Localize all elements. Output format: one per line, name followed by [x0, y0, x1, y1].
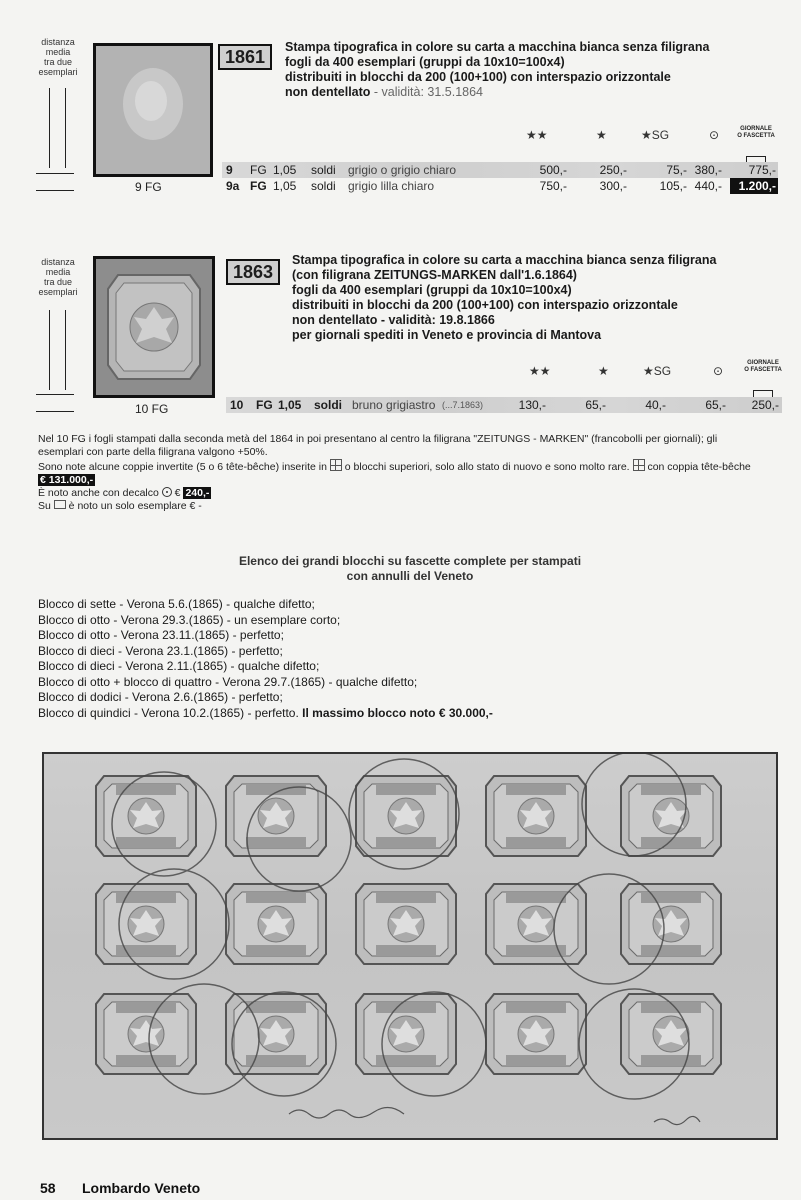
- stamp-image-1863: [93, 256, 215, 398]
- year-badge-1863: 1863: [226, 259, 280, 285]
- stamp-caption-1863: 10 FG: [135, 402, 169, 416]
- price-badge: 240,-: [185, 487, 210, 499]
- year-badge-1861: 1861: [218, 44, 272, 70]
- legend-mint: ★★: [529, 364, 551, 378]
- legend-no-gum: ★SG: [643, 364, 672, 378]
- blocks-title: Elenco dei grandi blocchi su fascette complete per stampati con annulli del Veneto: [238, 554, 582, 583]
- stamp-block-photo: [42, 752, 778, 1140]
- block-of-four-icon: [330, 459, 342, 471]
- page-number: 58: [40, 1180, 56, 1196]
- table-row: 10 FG 1,05 soldi bruno grigiastro (...7.1863) 130,- 65,- 40,- 65,- 250,-: [226, 397, 782, 413]
- legend-giornale: GIORNALE O FASCETTA: [744, 346, 782, 408]
- description-1861: Stampa tipografica in colore su carta a macchina bianca senza filigrana fogli da 400 esemplari (gruppi da 10x10=100x4) distribuiti in blocchi da 200 (100+100) con interspazio orizzontale non dentellato - validità: 31.5.1864: [285, 40, 710, 99]
- list-item: Blocco di quindici - Verona 10.2.(1865) - perfetto. Il massimo blocco noto € 30.000,-: [38, 705, 493, 720]
- legend-hinged: ★: [598, 364, 609, 378]
- list-item: Blocco di sette - Verona 5.6.(1865) - qualche difetto;: [38, 597, 315, 611]
- stamp-eagle-icon: [96, 259, 212, 395]
- stamp-portrait-icon: [96, 46, 210, 174]
- gap-baseline: [36, 173, 74, 174]
- gap-indicator-1861: [33, 88, 83, 168]
- side-note-1863: distanza media tra due esemplari: [38, 257, 78, 297]
- list-item: Blocco di dodici - Verona 2.6.(1865) - perfetto;: [38, 690, 283, 704]
- gap-baseline: [36, 411, 74, 412]
- table-row: 9a FG 1,05 soldi grigio lilla chiaro 750,- 300,- 105,- 440,- 1.200,-: [226, 179, 776, 193]
- gap-baseline: [36, 394, 74, 395]
- legend-used-icon: ⊙: [713, 364, 724, 378]
- used-stamp-icon: [162, 487, 172, 497]
- envelope-icon: [54, 500, 66, 509]
- description-1863: Stampa tipografica in colore su carta a macchina bianca senza filigrana (con filigrana ZEITUNGS-MARKEN dall'1.6.1864) fogli da 400 esemplari (gruppi da 10x10=100x4) distribuiti in blocchi da 200 (100+100) con interspazio orizzontale non dentellato - validità: 19.8.1866 per giornali spediti in Veneto e provincia di Mantova: [292, 253, 717, 342]
- legend-hinged: ★: [596, 128, 607, 142]
- stamp-caption-1861: 9 FG: [135, 180, 162, 194]
- table-row: 9 FG 1,05 soldi grigio o grigio chiaro 500,- 250,- 75,- 380,- 775,-: [222, 162, 778, 178]
- gap-indicator-1863: [33, 310, 83, 390]
- price-badge: € 131.000,-: [40, 474, 94, 486]
- list-item: Blocco di dieci - Verona 2.11.(1865) - qualche difetto;: [38, 659, 320, 673]
- list-item: Blocco di otto - Verona 23.11.(1865) - perfetto;: [38, 628, 284, 642]
- list-item: Blocco di dieci - Verona 23.1.(1865) - perfetto;: [38, 643, 283, 658]
- gap-baseline: [36, 190, 74, 191]
- blocks-list: [38, 597, 493, 721]
- stamp-block-image: [44, 754, 776, 1138]
- highlight-price: 1.200,-: [730, 178, 778, 194]
- block-of-four-icon: [633, 459, 645, 471]
- legend-mint: ★★: [526, 128, 548, 142]
- list-item: Blocco di otto - Verona 29.3.(1865) - un esemplare corto;: [38, 612, 341, 627]
- legend-no-gum: ★SG: [641, 128, 670, 142]
- stamp-image-1861: [93, 43, 213, 177]
- page-section-title: Lombardo Veneto: [82, 1180, 201, 1196]
- list-item: Blocco di otto + blocco di quattro - Verona 29.7.(1865) - qualche difetto;: [38, 674, 418, 689]
- notes-paragraph: Nel 10 FG i fogli stampati dalla seconda metà del 1864 in poi presentano al centro la filigrana "ZEITUNGS - MARKEN" (francobolli per giornali); gli esemplari con parte della filigrana valgono +50%. Sono note alcune coppie invertite (5 o 6 tête-bêche) inserite in o blocchi superiori, solo allo stato di nuovo e sono molto rare. con coppia tête-bêche € 131.000,- È noto anche con decalco € 240,- Su è noto un solo esemplare € -: [38, 433, 751, 512]
- legend-giornale: GIORNALE O FASCETTA: [737, 112, 775, 174]
- legend-used-icon: ⊙: [709, 128, 720, 142]
- side-note-1861: distanza media tra due esemplari: [38, 37, 78, 77]
